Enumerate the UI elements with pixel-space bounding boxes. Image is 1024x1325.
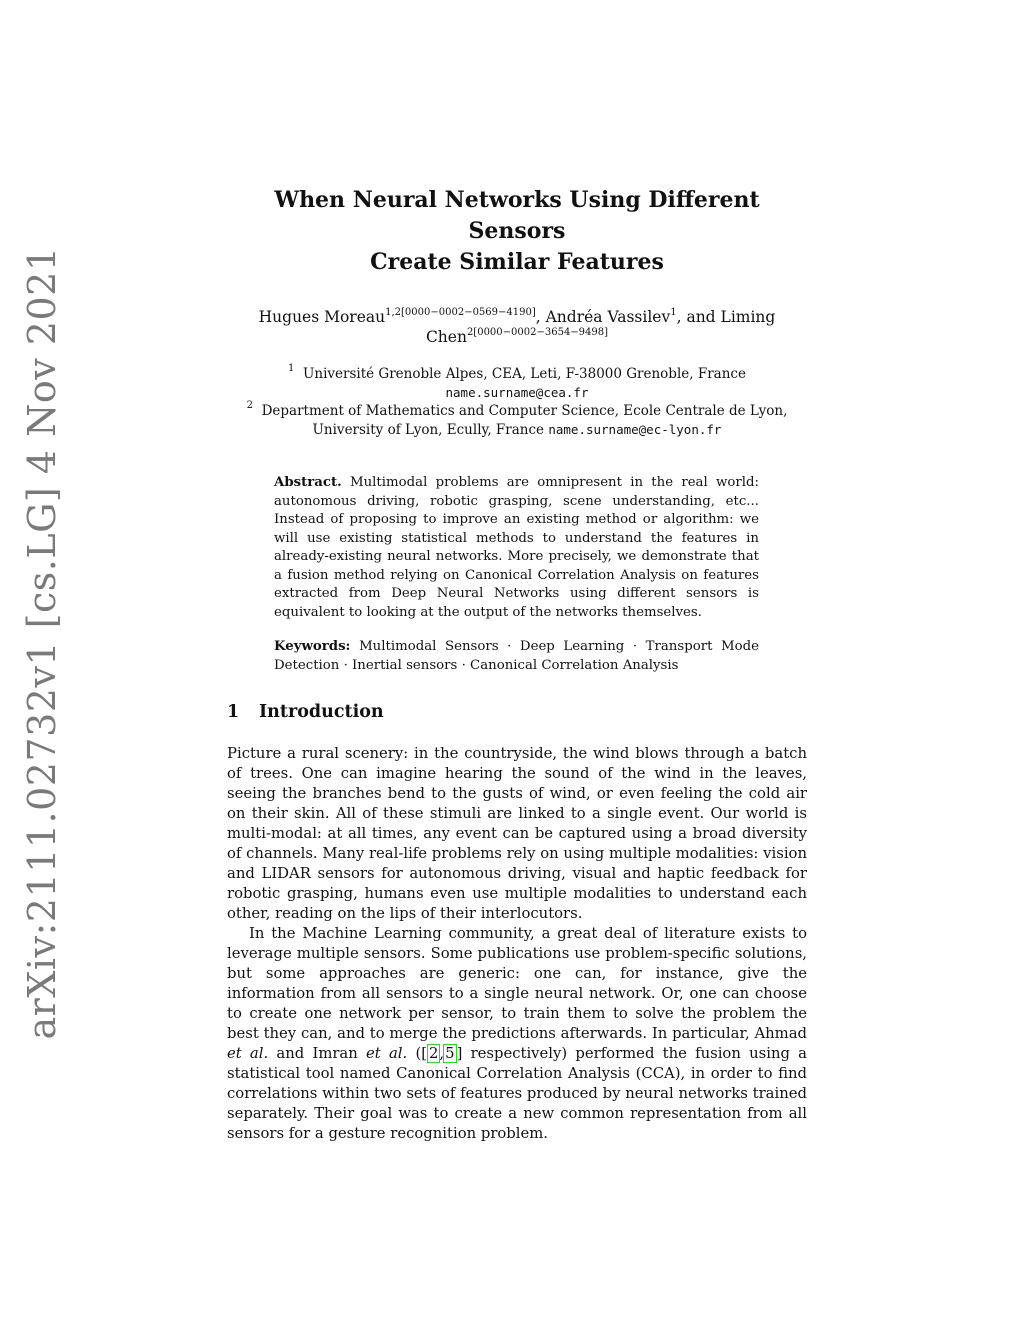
author-1-affil-orcid: 1,2[0000−0002−0569−4190] — [385, 307, 536, 318]
keywords — [274, 638, 759, 675]
paragraph-2-part-b: and Imran — [268, 1045, 367, 1062]
paper-page — [227, 185, 807, 1144]
author-3-affil-orcid: 2[0000−0002−3654−9498] — [466, 327, 609, 338]
paper-title — [227, 185, 807, 278]
affiliations — [227, 365, 807, 439]
title-line-2: Create Similar Features — [370, 249, 664, 275]
author-list — [227, 307, 807, 347]
citation-link-5[interactable]: 5 — [445, 1045, 455, 1062]
paragraph-2-part-a: In the Machine Learning community, a great deal of literature exists to leverage multiple sensors. Some publications use problem-specific solutions, but some approaches are generic: one can, for instance, give the information from all sensors to a single neural network. Or, one can choose to create one network per sensor, to train them to solve the problem the best they can, and to merge the predictions afterwards. In particular, Ahmad — [227, 925, 807, 1042]
affil-1-text: Université Grenoble Alpes, CEA, Leti, F-38000 Grenoble, France — [303, 366, 746, 382]
paragraph-1: Picture a rural scenery: in the countryside, the wind blows through a batch of trees. One can imagine hearing the sound of the wind in the leaves, seeing the branches bend to the gusts of wind, or even feeling the cold air on their skin. All of these stimuli are linked to a single event. Our world is multi-modal: at all times, any event can be captured using a broad diversity of channels. Many real-life problems rely on using multiple modalities: vision and LIDAR sensors for autonomous driving, visual and haptic feedback for robotic grasping, humans even use multiple modalities to understand each other, reading on the lips of their interlocutors. — [227, 745, 807, 922]
paragraph-2-part-c: ([ — [407, 1045, 427, 1062]
author-2-affil: 1 — [670, 307, 677, 318]
section-heading — [227, 702, 807, 722]
et-al-2: et al. — [366, 1045, 408, 1062]
section-title: Introduction — [259, 702, 384, 722]
abstract — [274, 474, 759, 622]
author-2-name: , Andréa Vassilev — [535, 308, 671, 326]
citation-link-2[interactable]: 2 — [429, 1045, 439, 1062]
arxiv-id-text: arXiv:2111.02732v1 [cs.LG] 4 Nov 2021 — [20, 246, 64, 1040]
section-number: 1 — [227, 702, 240, 722]
affil-2-text-line1: Department of Mathematics and Computer Science, Ecole Centrale de Lyon, — [261, 403, 788, 419]
keywords-text: Multimodal Sensors · Deep Learning · Transport Mode Detection · Inertial sensors · Canonical Correlation Analysis — [274, 639, 759, 673]
abstract-label: Abstract. — [274, 475, 342, 490]
affil-2-number: 2 — [246, 400, 253, 411]
affil-2-email[interactable]: name.surname@ec-lyon.fr — [548, 421, 722, 437]
author-3-name-part2: Chen — [425, 328, 467, 346]
title-line-1: When Neural Networks Using Different Sensors — [274, 187, 760, 244]
paragraph-2-part-d: ] respectively) performed the fusion using a statistical tool named Canonical Correlation Analysis (CCA), in order to find correlations within two sets of features produced by neural networks trained separately. Their goal was to create a new common representation from all sensors for a gesture recognition problem. — [227, 1045, 808, 1142]
et-al-1: et al. — [227, 1045, 269, 1062]
introduction-body — [227, 744, 807, 1144]
keywords-label: Keywords: — [274, 639, 351, 654]
affil-1-number: 1 — [288, 363, 295, 374]
author-1-name: Hugues Moreau — [258, 308, 386, 326]
affil-2-text-line2: University of Lyon, Ecully, France — [312, 421, 549, 438]
abstract-text: Multimodal problems are omnipresent in the real world: autonomous driving, robotic grasping, scene understanding, etc... Instead of proposing to improve an existing method or algorithm: we will use existing statistical methods to understand the features in already-existing neural networks. More precisely, we demonstrate that a fusion method relying on Canonical Correlation Analysis on features extracted from Deep Neural Networks using different sensors is equivalent to looking at the output of the networks themselves. — [274, 475, 759, 620]
citation-separator: , — [439, 1045, 445, 1062]
paragraph-2 — [227, 924, 807, 1144]
affil-1-email[interactable]: name.surname@cea.fr — [445, 384, 589, 400]
author-3-name-part1: , and Liming — [676, 308, 776, 326]
